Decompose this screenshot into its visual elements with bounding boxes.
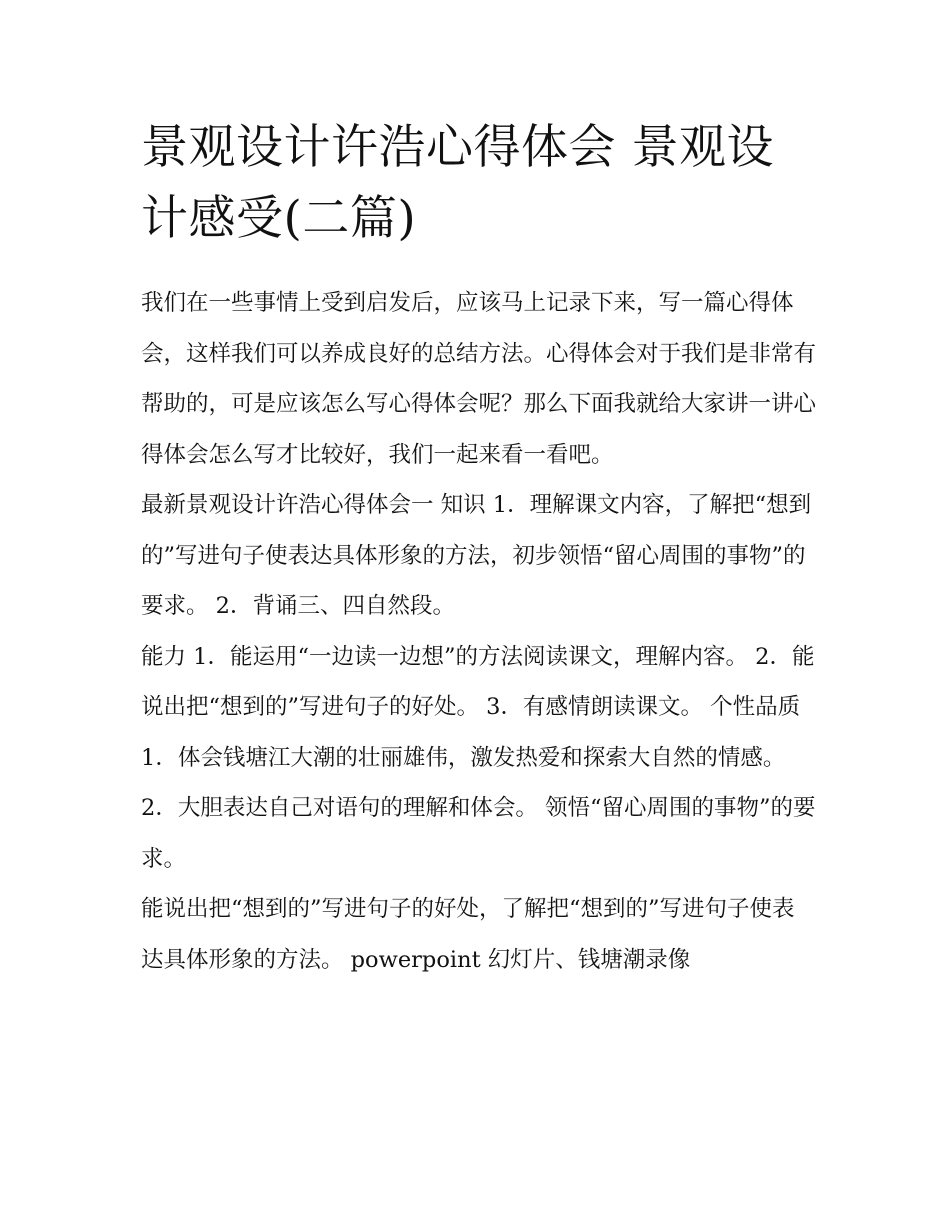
document-title: 景观设计许浩心得体会 景观设计感受(二篇)	[141, 120, 774, 246]
key-points-paragraph: 能说出把“想到的”写进句子的好处，了解把“想到的”写进句子使表达具体形象的方法。 powerpoint 幻灯片、钱塘潮录像	[141, 896, 795, 973]
document-page	[141, 112, 816, 985]
knowledge-paragraph: 最新景观设计许浩心得体会一 知识 1．理解课文内容，了解把“想到的”写进句子使表达具体形象的方法，初步领悟“留心周围的事物”的要求。 2．背诵三、四自然段。	[141, 492, 812, 619]
ability-paragraph: 能力 1．能运用“一边读一边想”的方法阅读课文，理解内容。 2．能说出把“想到的”写进句子的好处。 3．有感情朗读课文。 个性品质	[141, 643, 815, 720]
intro-paragraph: 我们在一些事情上受到启发后，应该马上记录下来，写一篇心得体会，这样我们可以养成良好的总结方法。心得体会对于我们是非常有帮助的，可是应该怎么写心得体会呢？那么下面我就给大家讲一讲心得体会怎么写才比较好，我们一起来看一看吧。	[141, 290, 817, 468]
quality-paragraph: 1．体会钱塘江大潮的壮丽雄伟，激发热爱和探索大自然的情感。 2．大胆表达自己对语句的理解和体会。 领悟“留心周围的事物”的要求。	[141, 744, 816, 872]
